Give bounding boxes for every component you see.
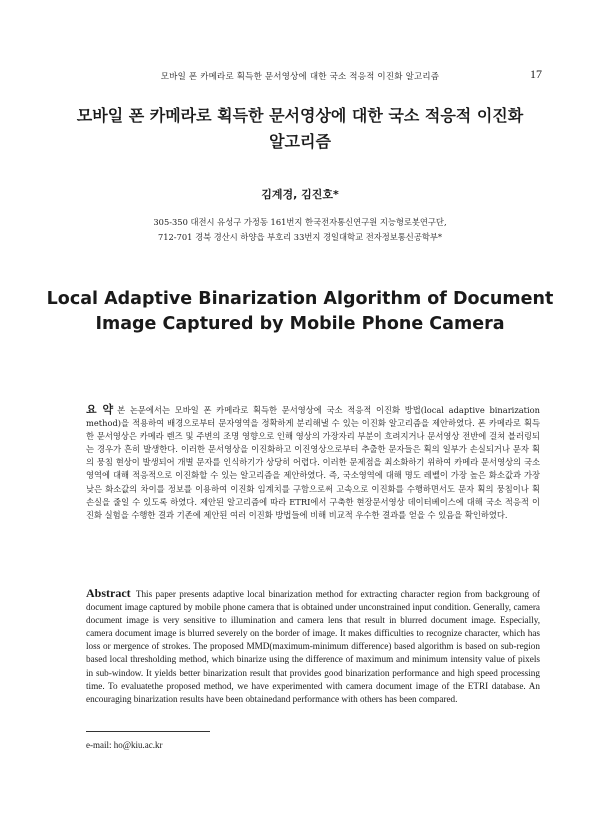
footnote-divider: [86, 731, 210, 732]
korean-title-line-2: 알고리즘: [269, 132, 331, 151]
korean-abstract-text: 본 논문에서는 모바일 폰 카메라로 획득한 문서영상에 국소 적응적 이진화 방법(local adaptive binarization method)을 적용하여 배경으로부터 문자영역을 정확하게 분리해낼 수 있는 이진화 알고리즘을 제안하였다. 폰 카메라로 획득한 문서영상은 카메라 렌즈 및 주변의 조명 영향으로 인해 영상의 가장자리 부분이 흐려지거나 문서영상 전반에 걸쳐 블러링되는 경우가 흔히 발생한다. 이러한 문서영상을 이진화하고 이진영상으로부터 추출한 문자들은 획의 일부가 손실되거나 문자 획의 뭉침 현상이 발생되어 개별 문자를 인식하기가 상당히 어렵다. 이러한 문제점을 최소화하기 위하여 카메라 문서영상의 국소 영역에 대해 적응적으로 이진화할 수 있는 알고리즘을 제안하였다. 즉, 국소영역에 대해 명도 레벨이 가장 높은 화소값과 가장 낮은 화소값의 차이를 정보를 이용하여 이진화 임계치를 구함으로써 고속으로 이진화를 수행하면서도 문자 획의 뭉침이나 획 손실을 줄일 수 있도록 하였다. 제안된 알고리즘에 따라 ETRI에서 구축한 현장문서영상 데이터베이스에 대해 국소 적응적 이진화 실험을 수행한 결과 기존에 제안된 여러 이진화 방법들에 비해 비교적 우수한 결과를 얻을 수 있음을 확인하였다.: [86, 405, 540, 520]
affiliation-2: 712-701 경북 경산시 하양읍 부호리 33번지 경일대학교 전자정보통신공학부*: [157, 232, 443, 242]
authors: 김계경, 김진호*: [261, 188, 339, 201]
english-abstract: [86, 587, 540, 706]
korean-abstract: [86, 403, 540, 522]
korean-abstract-label: 요 약: [86, 403, 114, 416]
page-number: 17: [530, 67, 542, 81]
korean-title-line-1: 모바일 폰 카메라로 획득한 문서영상에 대한 국소 적응적 이진화: [76, 106, 524, 125]
english-abstract-text: This paper presents adaptive local binarization method for extracting character region from backgroung of document image captured by mobile phone camera that is obtained under unconstrained input condition. Generally, camera document image is very sensitive to illumination and camera lens that result in blurred document image. Especially, camera document image is blurred severely on the border of image. It makes difficulties to recognize character, which has loss or mergence of strokes. The proposed MMD(maximum-minimum difference) based algorithm is based on sub-region based local thresholding method, which binarize using the difference of maximum and minimum intensity value of pixels in sub-window. It yields better binarization result that provides good binarization performance and high speed processing time. To evaluatethe proposed method, we have experimented with camera document image of the ETRI database. An encouraging binarization results have been obtainedand performance with others has been compared.: [86, 589, 540, 704]
english-title: [0, 287, 600, 337]
korean-title: [0, 103, 600, 155]
running-header: 모바일 폰 카메라로 획득한 문서영상에 대한 국소 적응적 이진화 알고리즘: [160, 72, 440, 82]
english-title-line-1: Local Adaptive Binarization Algorithm of Document: [46, 289, 554, 309]
affiliation-1: 305-350 대전시 유성구 가정동 161번지 한국전자통신연구원 지능형로봇연구단,: [153, 217, 447, 227]
english-title-line-2: Image Captured by Mobile Phone Camera: [95, 314, 505, 334]
english-abstract-label: Abstract: [86, 586, 131, 600]
footnote-email: e-mail: ho@kiu.ac.kr: [86, 740, 163, 750]
